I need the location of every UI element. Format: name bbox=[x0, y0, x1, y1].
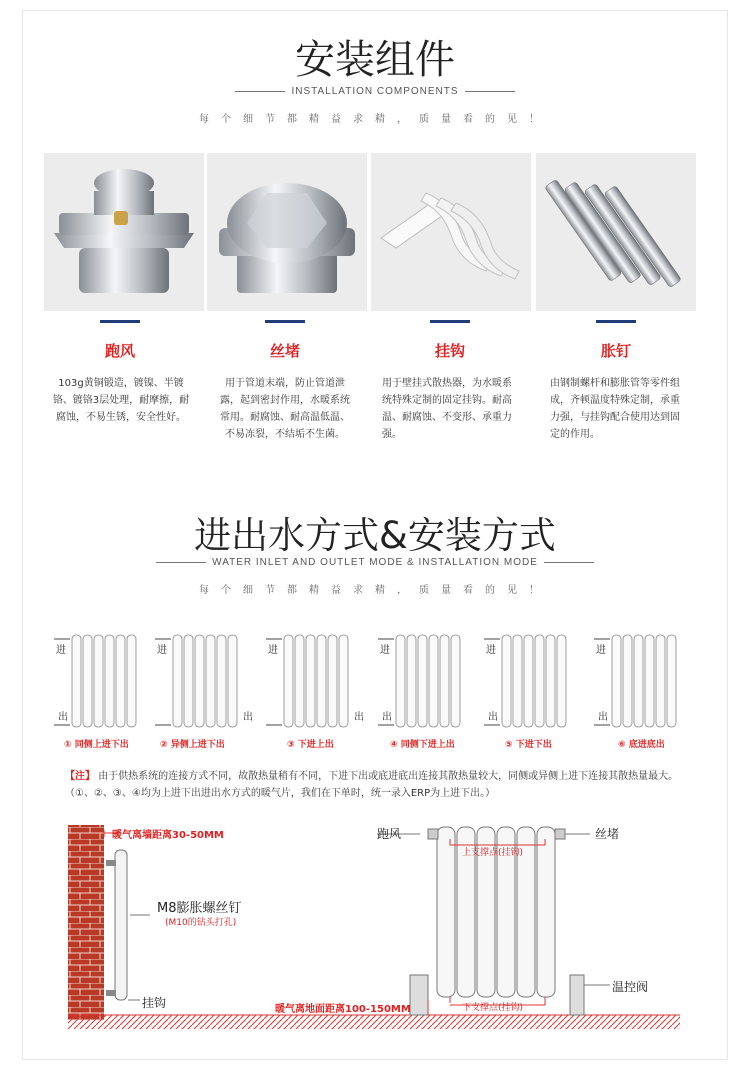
wall-distance-label: 暖气离墙距离30-50MM bbox=[112, 830, 224, 841]
hook-photo bbox=[371, 153, 531, 311]
plug-photo bbox=[207, 153, 367, 311]
inlet-label: 进 bbox=[486, 645, 496, 656]
vent-valve-photo bbox=[44, 153, 204, 311]
mode-label: ④ 同侧下进上出 bbox=[390, 740, 455, 750]
inlet-label: 进 bbox=[268, 645, 278, 656]
mode-label: ⑤ 下进下出 bbox=[505, 740, 552, 750]
component-name: 丝堵 bbox=[269, 342, 300, 360]
outlet-label: 出 bbox=[354, 712, 364, 723]
mode-label: ③ 下进上出 bbox=[287, 740, 334, 750]
component-name: 挂钩 bbox=[434, 342, 465, 360]
section2-title: 进出水方式&安装方式 bbox=[194, 514, 556, 557]
floor-distance-label: 暖气离地面距离100-150MM bbox=[275, 1004, 411, 1015]
plug-label: 丝堵 bbox=[595, 827, 620, 841]
section2-subtitle-en: WATER INLET AND OUTLET MODE & INSTALLATION MODE bbox=[0, 557, 750, 568]
inlet-label: 进 bbox=[596, 645, 606, 656]
component-bar-2 bbox=[265, 320, 305, 323]
component-desc: 用于壁挂式散热器，为水暖系统特殊定制的固定挂钩。耐高温、耐腐蚀、不变形、承重力强。 bbox=[382, 378, 512, 440]
component-name: 胀钉 bbox=[600, 342, 631, 360]
mode-radiator bbox=[612, 635, 676, 727]
outlet-label: 出 bbox=[488, 712, 498, 723]
component-desc: 103g黄铜锻造，镀镍、半镀铬、镀铬3层处理，耐摩擦，耐腐蚀，不易生锈，安全性好。 bbox=[52, 378, 190, 423]
screw-label: M8膨胀螺丝钉 bbox=[157, 901, 242, 916]
outlet-label: 出 bbox=[382, 712, 392, 723]
inlet-label: 进 bbox=[157, 645, 167, 656]
section2-subtitle-cn: 每个细节都精益求精，质量看的见！ bbox=[199, 585, 551, 596]
hook-label: 挂钩 bbox=[142, 996, 167, 1010]
valve-label: 温控阀 bbox=[612, 980, 649, 994]
note-text: 由于供热系统的连接方式不同，故散热量稍有不同，下进下出或底进底出连接其散热量较大，同侧或异侧上进下连接其散热量最大。（①、②、③、④均为上进下出进出水方式的暖气片，我们在下单时，统一录入ERP为上进下出。） bbox=[65, 771, 679, 799]
connection-modes-diagram bbox=[0, 625, 750, 735]
mode-radiator bbox=[72, 635, 136, 727]
mode-radiator bbox=[284, 635, 348, 727]
outlet-label: 出 bbox=[243, 712, 253, 723]
inlet-label: 进 bbox=[380, 645, 390, 656]
expansion-bolt-photo bbox=[536, 153, 696, 311]
component-bar-3 bbox=[430, 320, 470, 323]
mode-label: ⑥ 底进底出 bbox=[618, 740, 665, 750]
note bbox=[65, 768, 685, 802]
component-desc: 用于管道末端，防止管道泄露，起到密封作用，水暖系统常用。耐腐蚀、耐高温低温、不易冻裂，不结垢不生菌。 bbox=[220, 378, 350, 440]
mode-label: ② 异侧上进下出 bbox=[160, 740, 225, 750]
mode-radiator bbox=[173, 635, 237, 727]
component-name: 跑风 bbox=[104, 342, 135, 360]
upper-support-label: 上支撑点(挂钩) bbox=[462, 848, 524, 858]
section1-title: 安装组件 bbox=[295, 37, 455, 83]
vent-label: 跑风 bbox=[377, 827, 402, 841]
mode-label: ① 同侧上进下出 bbox=[64, 740, 129, 750]
note-tag: 【注】 bbox=[65, 771, 95, 782]
section1-subtitle-cn: 每个细节都精益求精，质量看的见！ bbox=[199, 114, 551, 125]
section1-subtitle-en: INSTALLATION COMPONENTS bbox=[0, 86, 750, 97]
component-desc: 由钢制螺杆和膨胀管等零件组成，齐顿温度特殊定制，承重力强，与挂钩配合使用达到固定的作用。 bbox=[550, 378, 680, 440]
outlet-label: 出 bbox=[58, 712, 68, 723]
mode-radiator bbox=[396, 635, 460, 727]
screw-note: (M10的钻头打孔) bbox=[165, 918, 237, 928]
outlet-label: 出 bbox=[598, 712, 608, 723]
component-bar-1 bbox=[100, 320, 140, 323]
lower-support-label: 下支撑点(挂钩) bbox=[462, 1003, 524, 1013]
mode-radiator bbox=[502, 635, 566, 727]
inlet-label: 进 bbox=[56, 645, 66, 656]
component-bar-4 bbox=[596, 320, 636, 323]
